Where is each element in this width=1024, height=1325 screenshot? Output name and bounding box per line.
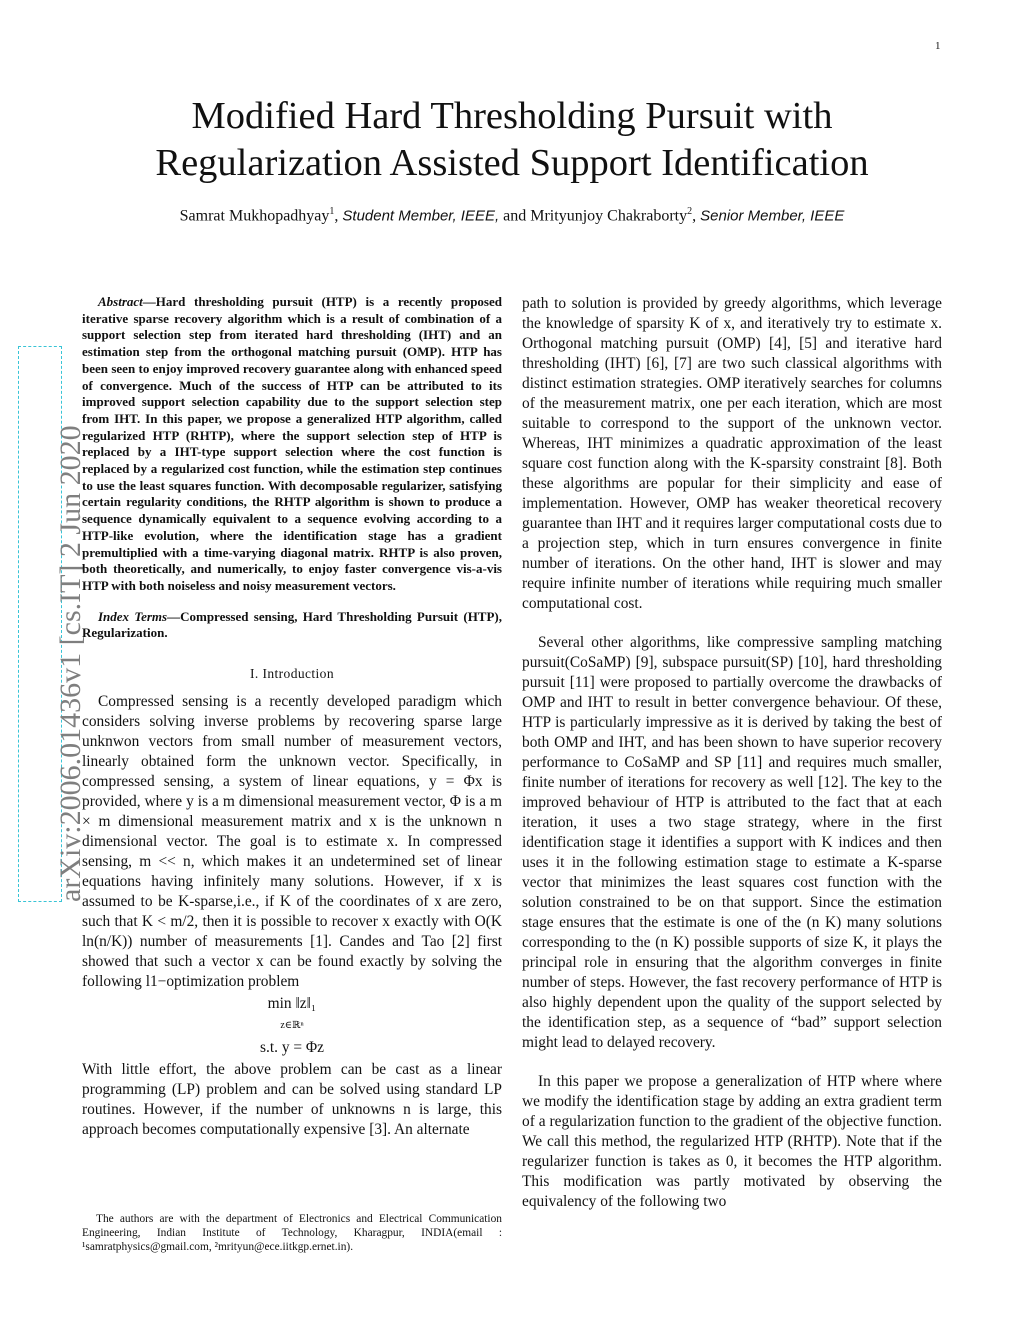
right-paragraph-3: In this paper we propose a generalization of HTP where where we modify the identification stage by adding an extra gradient term of a regularization function to the gradient of the objective function. We call this method, the regularized HTP (RHTP). Note that if the regularizer function is takes as 0, it becomes the HTP algorithm. This modification was partly motivated by observing the equivalency of the following two	[522, 1073, 942, 1210]
abstract-label: Abstract	[98, 294, 143, 309]
author-2: Mrityunjoy Chakraborty	[530, 207, 688, 225]
index-terms-label: Index Terms	[98, 608, 168, 624]
equation-constraint: s.t. y = Φz	[260, 1039, 324, 1057]
paper-title	[80, 93, 944, 187]
section-heading-introduction: I. Introduction	[250, 666, 334, 682]
author-1-membership: Student Member, IEEE,	[342, 207, 500, 225]
equation-min-body: min ‖z‖₁	[267, 995, 317, 1013]
author-2-membership: Senior Member, IEEE	[700, 207, 845, 225]
abstract-text: —Hard thresholding pursuit (HTP) is a recently proposed iterative sparse recovery algorithm which is a result of combination of a support selection step from iterated hard thresholding (IHT) and an estimation step from the orthogonal matching pursuit (OMP). HTP has been seen to enjoy improved recovery guarantee along with enhanced speed of convergence. Much of the success of HTP can be attributed to its improved support selection capability due to the support selection step from IHT. In this paper, we propose a generalized HTP algorithm, called regularized HTP (RHTP), where the support selection step of HTP is replaced by a IHT-type support selection where the cost function is replaced by a regularized cost function, while the estimation step continues to use the least squares function. With decomposable regularizer, satisfying certain regularity conditions, the RHTP algorithm is shown to produce a sequence dynamically equivalent to a sequence evolving according to a HTP-like evolution, where the identification stage has a gradient premultiplied with a time-varying diagonal matrix. RHTP is also proven, both theoretically, and numerically, to enjoy faster convergence vis-a-vis HTP with both noiseless and noisy measurement vectors.	[82, 294, 502, 593]
intro-paragraph-2: With little effort, the above problem can be cast as a linear programming (LP) problem and can be solved using standard LP routines. However, if the number of unknowns n is large, this approach becomes computationally expensive [3]. An alternate	[82, 1061, 502, 1139]
abstract	[82, 294, 502, 595]
right-column	[522, 294, 942, 1212]
author-line: Samrat Mukhopadhyay$^1$, Student Member, IEEE, and Mrityunjoy Chakraborty$^2$, Senior Member, IEEE	[179, 206, 845, 225]
title-line-2: Regularization Assisted Support Identification	[155, 142, 869, 184]
footnote-affiliation: The authors are with the department of Electronics and Electrical Communication Engineering, Indian Institute of Technology, Kharagpur, INDIA(email : ¹samratphysics@gmail.com, ²mrityun@ece.iitkgp.ernet.in).	[82, 1213, 502, 1253]
left-column	[82, 294, 502, 1140]
index-terms	[82, 609, 502, 642]
equation-min-subscript: z∈ℝⁿ	[280, 1020, 304, 1032]
arxiv-identifier[interactable]: arXiv:2006.01436v1 [cs.IT] 2 Jun 2020	[54, 425, 87, 902]
author-conjunction: and	[503, 207, 527, 225]
author-1-affil: 1	[329, 206, 335, 217]
equation-min	[82, 994, 502, 1036]
author-1: Samrat Mukhopadhyay	[179, 207, 330, 225]
page-number: 1	[935, 40, 941, 52]
right-paragraph-2: Several other algorithms, like compressive sampling matching pursuit(CoSaMP) [9], subspace pursuit(SP) [10], hard thresholding pursuit [11] were proposed to partially overcome the drawbacks of OMP and IHT to result in better convergence behaviour. Of these, HTP is particularly impressive as it is derived by taking the best of both OMP and IHT, and has been shown to have superior recovery performance to CoSaMP and SP [11] and requires much smaller, finite number of iterations for recovery as well [12]. The key to the improved behaviour of HTP is attributed to the fact that at each iteration, it uses a two stage strategy, where in the first identification stage it identifies a support with K indices and then uses it in the following estimation stage to estimate a K-sparse vector that minimizes the least squares cost function with the solution constrained to be on that support. Since the estimation stage ensures that the estimate is one of the (n K) many solutions corresponding to the (n K) possible supports of size K, it plays the principal role in ensuring that the algorithm converges in finite number of steps. However, the fast recovery performance of HTP is also highly dependent upon the quality of the support selected by the identification step, as a sequence of “bad” support selection might lead to delayed recovery.	[522, 634, 942, 1051]
index-terms-text: —Compressed sensing, Hard Thresholding Pursuit (HTP), Regularization.	[82, 608, 502, 641]
title-line-1: Modified Hard Thresholding Pursuit with	[191, 95, 833, 137]
intro-paragraph-1: Compressed sensing is a recently developed paradigm which considers solving inverse problems by recovering sparse large unknwon vectors from small number of measurement vectors, linearly obtained form the unknown vector. Specifically, in compressed sensing, a system of linear equations, y = Φx is provided, where y is a m dimensional measurement vector, Φ is a m × m dimensional measurement matrix and x is the unknown n dimensional vector. The goal is to estimate x. In compressed sensing, m << n, which makes it an undetermined set of linear equations having infinitely many solutions. However, if x is assumed to be K-sparse,i.e., if K of the coordinates of x are zero, such that K < m/2, then it is possible to recover x exactly with O(K ln(n/K)) number of measurements [1]. Candes and Tao [2] first showed that such a vector x can be found exactly by solving the following l1−optimization problem	[82, 693, 502, 991]
author-2-affil: 2	[687, 206, 693, 217]
right-paragraph-1: path to solution is provided by greedy algorithms, which leverage the knowledge of sparsity K of x, and iteratively try to estimate x. Orthogonal matching pursuit (OMP) [4], [5] and iterative hard thresholding (IHT) [6], [7] are two such classical algorithms with distinct estimation strategies. OMP iteratively searches for columns of the measurement matrix, one per each iteration, which are most suitable to correspond to the support of the unknown vector. Whereas, IHT minimizes a quadratic approximation of the least square cost function along with the K-sparsity constraint [8]. Both these algorithms are popular for their simplicity and ease of implementation. However, OMP has weaker theoretical recovery guarantee than IHT and it requires larger computational costs due to a projection step, which in turn ensures convergence in finite number of iterations. On the other hand, IHT is slower and may require infinite number of iterations while requiring much smaller computational cost.	[522, 295, 942, 612]
